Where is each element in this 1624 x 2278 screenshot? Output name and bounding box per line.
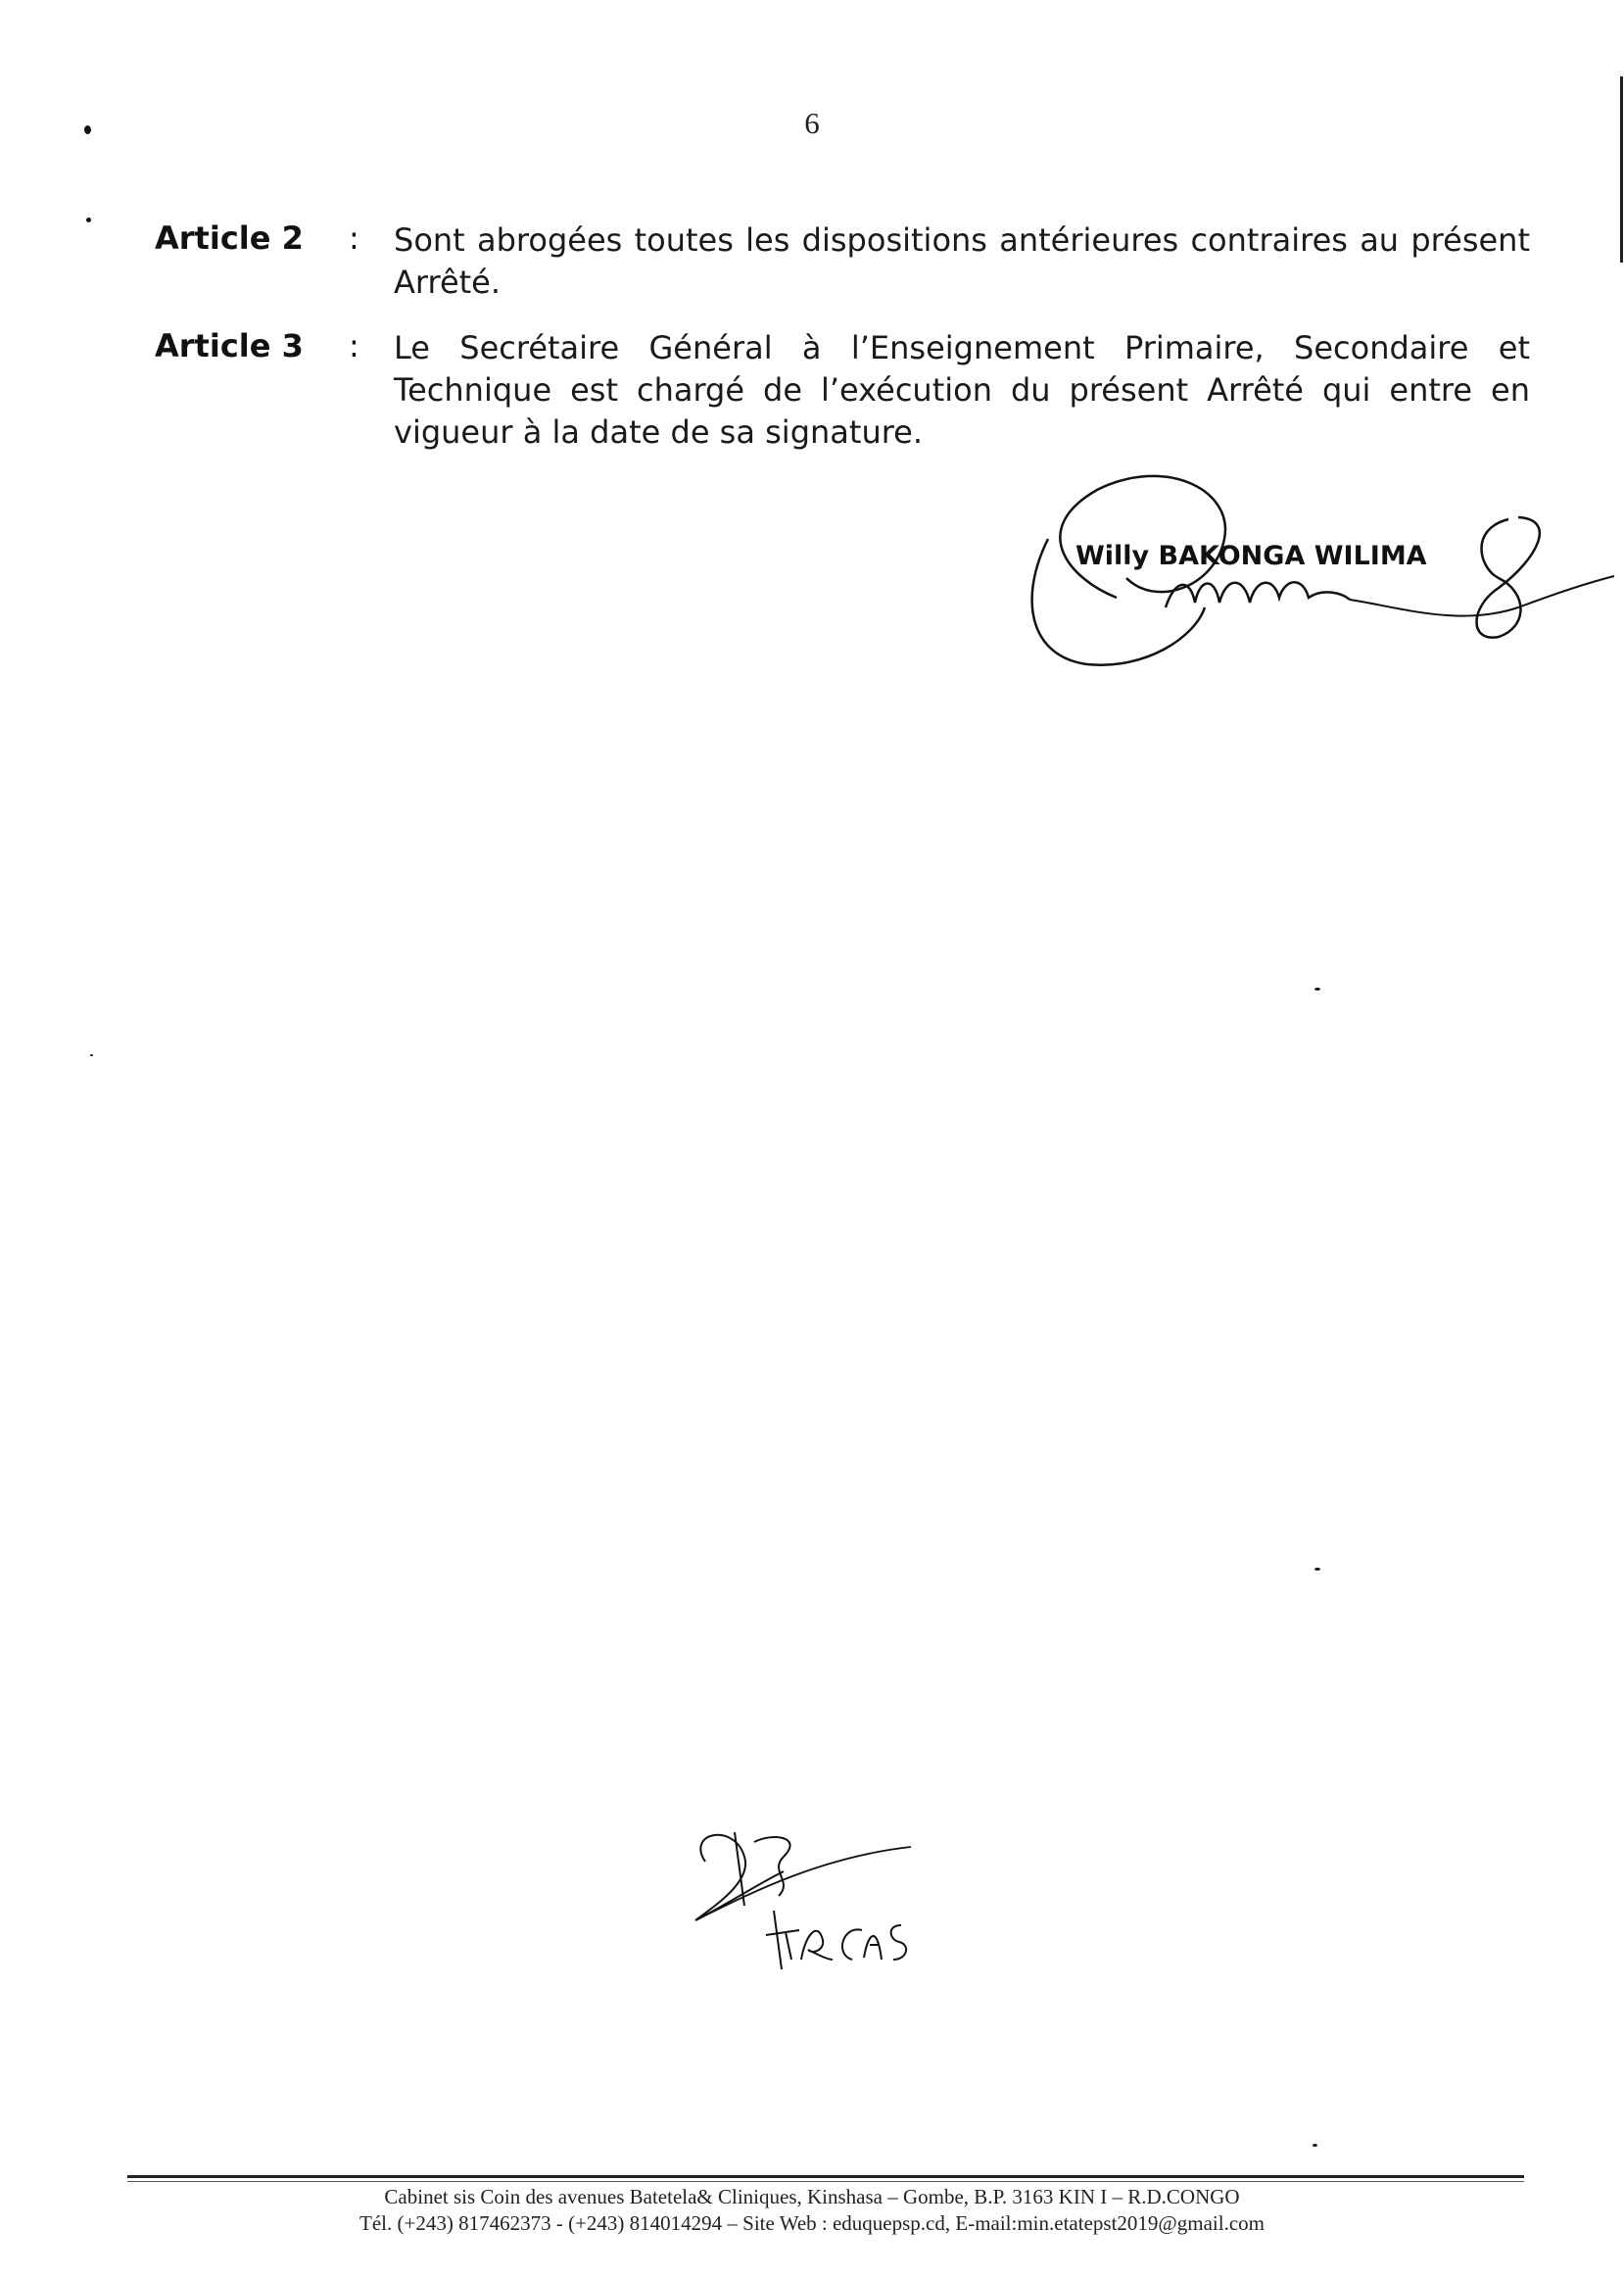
signature-block [1009, 460, 1616, 696]
footer-contact: Tél. (+243) 817462373 - (+243) 814014294 – Site Web : eduquepsp.cd, E-mail:min.etatepst2019@gmail.com [359, 2211, 1265, 2235]
footer-address: Cabinet sis Coin des avenues Batetela& Cliniques, Kinshasa – Gombe, B.P. 3163 KIN I – R.D.CONGO [384, 2185, 1240, 2208]
article-label: Article 2 [155, 219, 304, 257]
signatory-name: Willy BAKONGA WILIMA [1075, 541, 1427, 571]
article-separator: : [349, 219, 359, 257]
handwritten-initials [676, 1813, 931, 1989]
article-separator: : [349, 327, 359, 364]
scan-speck [90, 1054, 93, 1056]
scan-speck [84, 125, 91, 134]
scan-speck [1314, 1568, 1320, 1571]
page-number: 6 [804, 106, 820, 140]
article-text: Le Secrétaire Général à l’Enseignement Primaire, Secondaire et Technique est chargé de l’exécution du présent Arrêté qui entre en vigueur à la date de sa signature. [394, 329, 1530, 451]
initials-block [676, 1813, 931, 1989]
footer-divider [127, 2175, 1524, 2178]
handwritten-signature [1009, 460, 1616, 696]
scan-speck [1314, 988, 1320, 991]
article-text: Sont abrogées toutes les dispositions antérieures contraires au présent Arrêté. [394, 221, 1530, 301]
scan-edge-bar [1620, 76, 1623, 263]
footer-divider [127, 2181, 1524, 2182]
article-label: Article 3 [155, 327, 304, 364]
scan-speck [1313, 2144, 1317, 2147]
scan-speck [86, 218, 91, 222]
